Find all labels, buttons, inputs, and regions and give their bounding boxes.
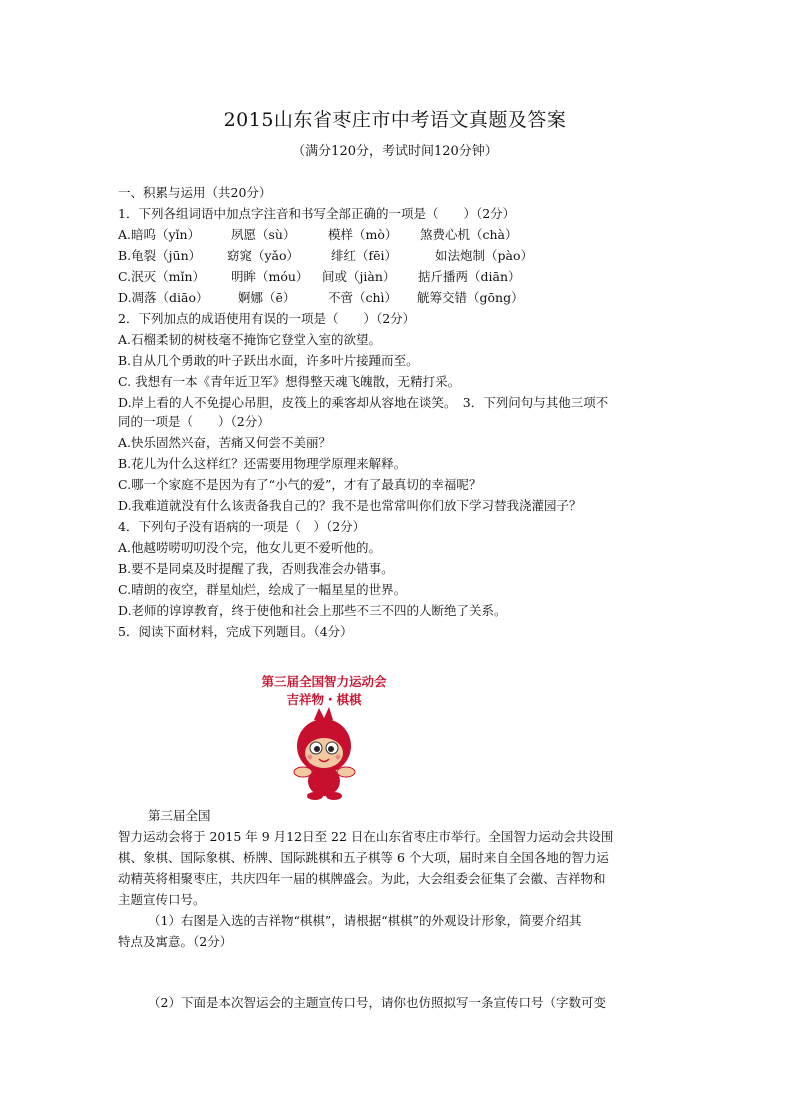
q1-b-1: B.龟裂（jūn） bbox=[118, 248, 202, 263]
mascot-right-cheek bbox=[336, 755, 341, 760]
q4-option-a: A.他越唠唠叨叨没个完，他女儿更不爱听他的。 bbox=[118, 540, 382, 555]
page-subtitle: （满分120分，考试时间120分钟） bbox=[292, 144, 498, 159]
q1-a-1: A.暗呜（yǐn） bbox=[118, 227, 201, 242]
q1-option-b bbox=[118, 246, 678, 264]
mascot-left-foot bbox=[307, 792, 323, 800]
q1-c-2: 明眸（móu） bbox=[231, 269, 309, 284]
q5-paragraph-line4: 主题宣传口号。 bbox=[118, 892, 206, 907]
q2-option-c: C. 我想有一本《青年近卫军》想得整天魂飞魄散，无精打采。 bbox=[118, 374, 461, 389]
q1-a-3: 模样（mò） bbox=[328, 227, 398, 242]
q1-a-4: 煞费心机（chà） bbox=[420, 227, 518, 242]
q2-option-b: B.自从几个勇敢的叶子跃出水面，许多叶片接踵而至。 bbox=[118, 353, 419, 368]
q1-b-3: 绯红（fēi） bbox=[331, 248, 398, 263]
mascot-right-hand bbox=[337, 767, 355, 777]
q1-d-1: D.凋落（diāo） bbox=[118, 290, 209, 305]
q5-sub2: （2）下面是本次智运会的主题宣传口号，请你也仿照拟写一条宣传口号（字数可变 bbox=[148, 995, 606, 1010]
q3-option-d: D.我难道就没有什么该责备我自己的？我不是也常常叫你们放下学习替我浇灌园子？ bbox=[118, 498, 582, 513]
q4-option-d: D.老师的谆谆教育，终于使他和社会上那些不三不四的人断绝了关系。 bbox=[118, 603, 507, 618]
q2-option-a: A.石榴柔韧的树枝毫不掩饰它登堂入室的欲望。 bbox=[118, 332, 382, 347]
q4-option-c: C.晴朗的夜空，群星灿烂，绘成了一幅星星的世界。 bbox=[118, 582, 407, 597]
q3-stem: 同的一项是（ ）（2分） bbox=[118, 414, 270, 429]
q1-b-2: 窈窕（yǎo） bbox=[227, 248, 300, 263]
mascot-crown bbox=[314, 707, 333, 720]
mascot-figure bbox=[240, 650, 408, 808]
mascot-caption-line2: 吉祥物・棋棋 bbox=[286, 692, 362, 707]
q5-sub1-line2: 特点及寓意。（2分） bbox=[118, 934, 233, 949]
mascot-right-pupil bbox=[328, 746, 334, 752]
q1-d-4: 觥筹交错（gōng） bbox=[417, 290, 524, 305]
q1-b-4: 如法炮制（pào） bbox=[435, 248, 533, 263]
mascot-left-pupil bbox=[314, 746, 320, 752]
q1-c-3: 间或（jiàn） bbox=[322, 269, 396, 284]
mascot-image bbox=[240, 650, 408, 808]
q5-paragraph-line2: 棋、象棋、国际象棋、桥牌、国际跳棋和五子棋等 6 个大项，届时来自全国各地的智力运 bbox=[118, 850, 609, 865]
page-title: 2015山东省枣庄市中考语文真题及答案 bbox=[223, 109, 567, 131]
q1-c-4: 掂斤播两（diān） bbox=[418, 269, 521, 284]
section-heading: 一、积累与运用（共20分） bbox=[118, 185, 272, 200]
mascot-caption-line1: 第三届全国智力运动会 bbox=[261, 674, 387, 689]
q2-stem: 2．下列加点的成语使用有误的一项是（ ）（2分） bbox=[118, 311, 416, 326]
q5-paragraph-line3: 动精英将相聚枣庄，共庆四年一届的棋牌盛会。为此，大会组委会征集了会徽、吉祥物和 bbox=[118, 871, 606, 886]
q1-option-d bbox=[118, 288, 678, 306]
q1-stem: 1．下列各组词语中加点字注音和书写全部正确的一项是（ ）（2分） bbox=[118, 206, 516, 221]
q3-option-a: A.快乐固然兴奋，苦痛又何尝不美丽？ bbox=[118, 435, 332, 450]
mascot-face bbox=[305, 738, 343, 768]
q3-option-c: C.哪一个家庭不是因为有了“小气的爱”，才有了最真切的幸福呢？ bbox=[118, 477, 482, 492]
q5-paragraph-lead: 第三届全国 bbox=[148, 808, 211, 823]
q1-c-1: C.泯灭（mǐn） bbox=[118, 269, 205, 284]
q5-stem: 5．阅读下面材料，完成下列题目。（4分） bbox=[118, 624, 353, 639]
q4-stem: 4．下列句子没有语病的一项是（ ）（2分） bbox=[118, 519, 366, 534]
q1-a-2: 夙愿（sù） bbox=[231, 227, 296, 242]
q1-d-2: 婀娜（ē） bbox=[238, 290, 296, 305]
q1-option-c bbox=[118, 267, 678, 285]
q3-option-b: B.花儿为什么这样红？还需要用物理学原理来解释。 bbox=[118, 456, 407, 471]
q5-sub1-line1: （1）右图是入选的吉祥物“棋棋”，请根据“棋棋”的外观设计形象，简要介绍其 bbox=[148, 913, 582, 928]
mascot-left-cheek bbox=[308, 755, 313, 760]
q1-option-a bbox=[118, 225, 678, 243]
q2-option-d: D.岸上看的人不免提心吊胆，皮筏上的乘客却从容地在谈笑。 3．下列问句与其他三项不 bbox=[118, 395, 609, 410]
q1-d-3: 不啻（chì） bbox=[328, 290, 398, 305]
q4-option-b: B.要不是同桌及时提醒了我，否则我准会办错事。 bbox=[118, 561, 394, 576]
mascot-right-foot bbox=[326, 792, 342, 800]
q5-paragraph-line1: 智力运动会将于 2015 年 9 月12日至 22 日在山东省枣庄市举行。全国智力运动会共设围 bbox=[118, 829, 614, 844]
